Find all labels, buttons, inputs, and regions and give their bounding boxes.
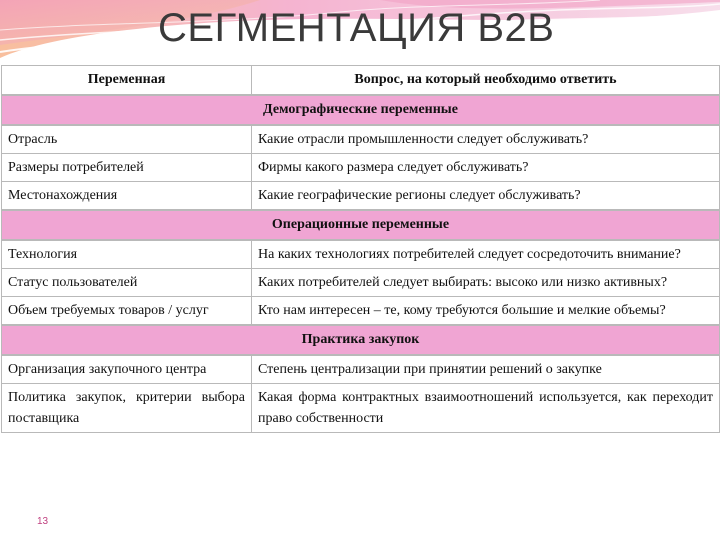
table-row bbox=[2, 269, 720, 297]
section-header-purchasing bbox=[2, 325, 720, 355]
table-row bbox=[2, 182, 720, 211]
question-cell: Какие отрасли промышленности следует обслуживать? bbox=[252, 125, 720, 154]
question-cell: Какая форма контрактных взаимоотношений используется, как переходит право собственности bbox=[252, 384, 720, 433]
variable-cell: Размеры потребителей bbox=[2, 154, 252, 182]
table-row bbox=[2, 154, 720, 182]
table-row bbox=[2, 297, 720, 326]
table-header-row bbox=[2, 66, 720, 96]
section-title: Демографические переменные bbox=[2, 95, 720, 125]
variable-cell: Статус пользователей bbox=[2, 269, 252, 297]
table-row bbox=[2, 240, 720, 269]
question-cell: Какие географические регионы следует обслуживать? bbox=[252, 182, 720, 211]
table-row bbox=[2, 125, 720, 154]
column-header-question: Вопрос, на который необходимо ответить bbox=[252, 66, 720, 96]
section-title: Операционные переменные bbox=[2, 210, 720, 240]
section-header-operational bbox=[2, 210, 720, 240]
variable-cell: Объем требуемых товаров / услуг bbox=[2, 297, 252, 326]
variable-cell: Технология bbox=[2, 240, 252, 269]
variable-cell: Политика закупок, критерии выбора поставщика bbox=[2, 384, 252, 433]
slide-title: СЕГМЕНТАЦИЯ B2B bbox=[158, 6, 555, 50]
section-title: Практика закупок bbox=[2, 325, 720, 355]
segmentation-table bbox=[1, 65, 720, 433]
question-cell: На каких технологиях потребителей следует сосредоточить внимание? bbox=[252, 240, 720, 269]
column-header-variable: Переменная bbox=[2, 66, 252, 96]
variable-cell: Организация закупочного центра bbox=[2, 355, 252, 384]
table-row bbox=[2, 355, 720, 384]
variable-cell: Местонахождения bbox=[2, 182, 252, 211]
question-cell: Фирмы какого размера следует обслуживать? bbox=[252, 154, 720, 182]
question-cell: Каких потребителей следует выбирать: высоко или низко активных? bbox=[252, 269, 720, 297]
table-row bbox=[2, 384, 720, 433]
question-cell: Кто нам интересен – те, кому требуются большие и мелкие объемы? bbox=[252, 297, 720, 326]
variable-cell: Отрасль bbox=[2, 125, 252, 154]
question-cell: Степень централизации при принятии решений о закупке bbox=[252, 355, 720, 384]
section-header-demographic bbox=[2, 95, 720, 125]
page-number: 13 bbox=[37, 516, 49, 527]
